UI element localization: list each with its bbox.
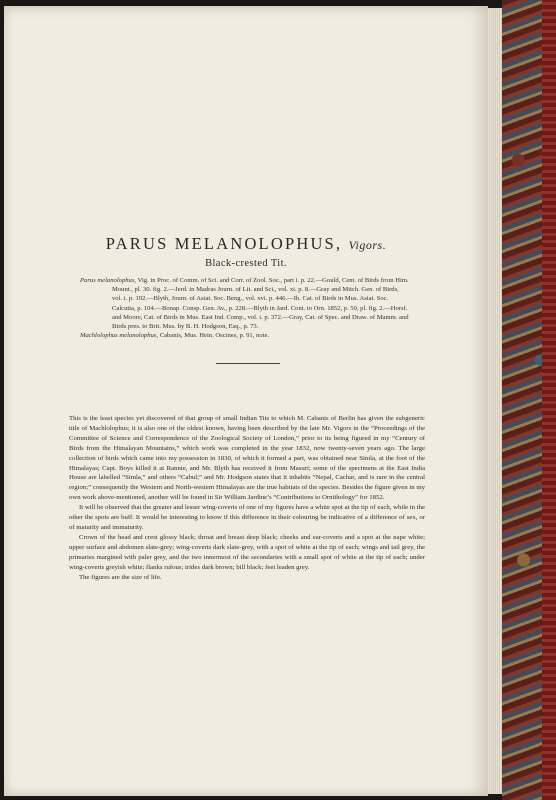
paragraph: This is the least species yet discovered of that group of small Indian Tits to which M. Cabanis of Berlin has given the subgeneric title of Machlolophus; it is also one of the oldest known, having been described by the late Mr. Vigors in the “Proceedings of the Committee of Science and Correspondence of the Zoological Society of London,” prior to its being figured in my “Century of Birds from the Himalayan Mountains,” which work was completed in the year 1832, now twenty-seven years ago. The large collection of birds which came into my possession in 1830, of which it formed a part, was obtained near Simla, at the foot of the Himalayas; Capt. Boys killed it at Rannie, and Mr. Blyth has received it from Masuri; some of the specimens at the East India House are labelled “Simla,” and others “Cabul;” and Mr. Hodgson states that it inhabits “Nepal, Cachar, and is rare in the central region;” consequently the Western and North-western Himalayas are the true habitats of the species. Besides the figure given in my own work above-mentioned, another will be found in Sir William Jardine’s “Contributions to Ornithology” for 1852.	[69, 415, 425, 502]
synonym-references: Vig. in Proc. of Comm. of Sci. and Corr. of Zool. Soc., part i. p. 22.—Gould, Cent. of Birds from Him. Mount., pl. 30. fig. 2.—Jerd. in Madras Journ. of Lit. and Sci., vol. xi. p. 8.—Gray and Mitch. Gen. of Birds, vol. i. p. 192.—Blyth, Journ. of Asiat. Soc. Beng., vol. xvi. p. 446.—Ib. Cat. of Birds in Mus. Asiat. Soc. Calcutta, p. 104.—Bonap. Consp. Gen. Av., p. 228.—Blyth in Jard. Cont. to Orn. 1852, p. 50, pl. fig. 2.—Horsf. and Moore, Cat. of Birds in Mus. East Ind. Comp., vol. i. p. 372.—Gray, Cat. of Spec. and Draw. of Mamm. and Birds pres. to Brit. Mus. by B. H. Hodgson, Esq., p. 73.	[112, 277, 409, 331]
paragraph: It will be observed that the greater and lesser wing-coverts of one of my figures have a white spot at the tip of each, while in the other the spots are buff. It would be interesting to know if this difference in their colouring be indicative of a difference of sex, or of maturity and immaturity.	[69, 504, 425, 531]
paragraph: The figures are the size of life.	[79, 573, 162, 581]
synonym-references: Cabanis, Mus. Hein. Oscines, p. 91, note.	[159, 332, 270, 340]
marbled-cover	[502, 0, 556, 800]
synonym-entry	[80, 276, 410, 331]
species-title	[4, 234, 488, 254]
synonym-entry	[80, 331, 410, 340]
species-authority: Vigors.	[348, 238, 387, 252]
common-name: Black-crested Tit.	[205, 258, 287, 269]
species-name: PARUS MELANOLOPHUS,	[105, 234, 343, 253]
paragraph: Crown of the head and crest glossy black; throat and breast deep black; cheeks and ear-coverts and a spot at the nape white; upper surface and abdomen slate-grey; wing-coverts dark slate-grey, with a spot of white at the tip of each; wings and tail grey, the primaries margined with paler grey, and the two innermost of the secondaries with a small spot of white at the tip of each; under wing-coverts greyish white; flanks rufous; irides dark brown; bill black; feet leaden grey.	[69, 533, 425, 571]
leather-binding	[542, 0, 556, 800]
book-page	[4, 6, 488, 796]
page-edges	[488, 8, 502, 794]
section-divider	[216, 363, 280, 364]
description-text	[69, 414, 425, 582]
synonym-name: Parus melanolophus,	[80, 277, 137, 284]
synonym-name: Machlolophus melanolophus,	[80, 332, 159, 340]
synonymy-block	[80, 276, 410, 340]
